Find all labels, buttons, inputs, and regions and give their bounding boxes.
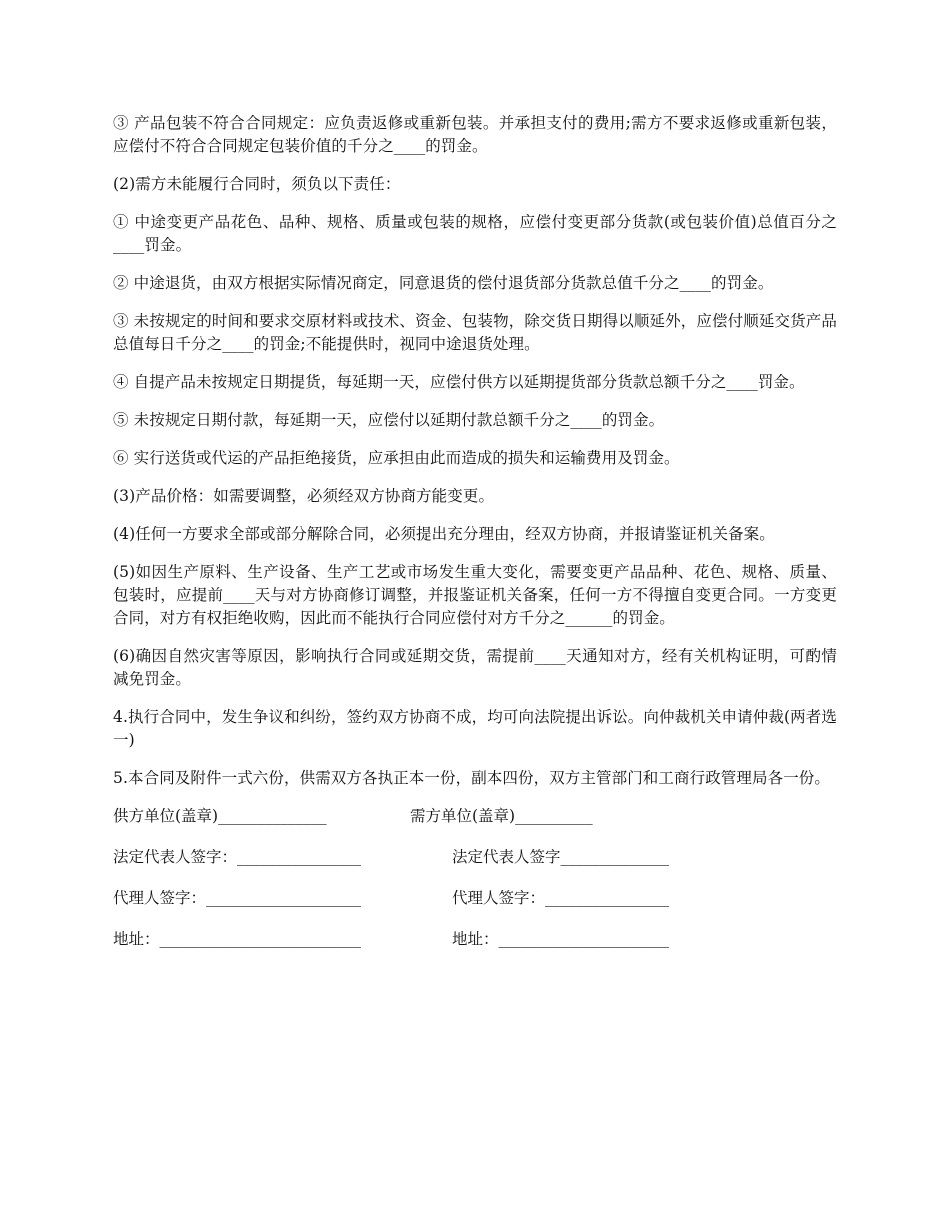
paragraph-price-adjustment: (3)产品价格：如需要调整，必须经双方协商方能变更。 — [113, 487, 495, 505]
paragraph-buyer-liability-heading: (2)需方未能履行合同时，须负以下责任： — [113, 175, 401, 193]
supplier-unit-field: 供方单位(盖章)______________ — [113, 807, 327, 825]
paragraph-payment-delay-penalty: ⑤ 未按规定日期付款，每延期一天，应偿付以延期付款总额千分之____的罚金。 — [113, 411, 665, 429]
paragraph-force-majeure: (6)确因自然灾害等原因，影响执行合同或延期交货，需提前____天通知对方，经有关机构证明，可酌情减免罚金。 — [113, 647, 837, 688]
paragraph-change-spec-penalty: ① 中途变更产品花色、品种、规格、质量或包装的规格，应偿付变更部分货款(或包装价值)总值百分之____罚金。 — [113, 213, 837, 254]
signature-row-address — [113, 928, 837, 951]
paragraph-refuse-delivery: ⑥ 实行送货或代运的产品拒绝接货，应承担由此而造成的损失和运输费用及罚金。 — [113, 449, 680, 467]
paragraph-materials-delay-penalty: ③ 未按规定的时间和要求交原材料或技术、资金、包装物，除交货日期得以顺延外，应偿付顺延交货产品总值每日千分之____的罚金;不能提供时，视同中途退货处理。 — [113, 312, 837, 353]
supplier-address-field: 地址：__________________________ — [113, 930, 362, 948]
paragraph-termination: (4)任何一方要求全部或部分解除合同，必须提出充分理由，经双方协商，并报请鉴证机关备案。 — [113, 525, 775, 543]
signature-block — [113, 805, 837, 951]
buyer-address-field: 地址：______________________ — [452, 930, 670, 948]
paragraph-return-goods-penalty: ② 中途退货，由双方根据实际情况商定，同意退货的偿付退货部分货款总值千分之____的罚金。 — [113, 274, 774, 292]
buyer-unit-field: 需方单位(盖章)__________ — [410, 807, 593, 825]
buyer-representative-field: 法定代表人签字______________ — [452, 848, 670, 866]
paragraph-copies: 5.本合同及附件一式六份，供需双方各执正本一份，副本四份，双方主管部门和工商行政管理局各一份。 — [113, 769, 830, 787]
signature-row-unit — [113, 805, 837, 828]
paragraph-pickup-delay-penalty: ④ 自提产品未按规定日期提货，每延期一天，应偿付供方以延期提货部分货款总额千分之____罚金。 — [113, 373, 805, 391]
paragraph-packaging-penalty: ③ 产品包装不符合合同规定：应负责返修或重新包装。并承担支付的费用;需方不要求返修或重新包装，应偿付不符合合同规定包装价值的千分之____的罚金。 — [113, 114, 837, 155]
signature-row-agent — [113, 887, 837, 910]
supplier-agent-field: 代理人签字：____________________ — [113, 889, 362, 907]
paragraph-dispute-resolution: 4.执行合同中，发生争议和纠纷，签约双方协商不成，均可向法院提出诉讼。向仲裁机关申请仲裁(两者选一) — [113, 708, 837, 749]
paragraph-major-change: (5)如因生产原料、生产设备、生产工艺或市场发生重大变化，需要变更产品品种、花色、规格、质量、包装时，应提前____天与对方协商修订调整，并报鉴证机关备案，任何一方不得擅自变更合同。一方变更合同，对方有权拒绝收购，因此而不能执行合同应偿付对方千分之______的罚金。 — [113, 563, 837, 627]
contract-body — [113, 112, 837, 969]
supplier-representative-field: 法定代表人签字：________________ — [113, 848, 362, 866]
buyer-agent-field: 代理人签字：________________ — [452, 889, 670, 907]
signature-row-representative — [113, 846, 837, 869]
